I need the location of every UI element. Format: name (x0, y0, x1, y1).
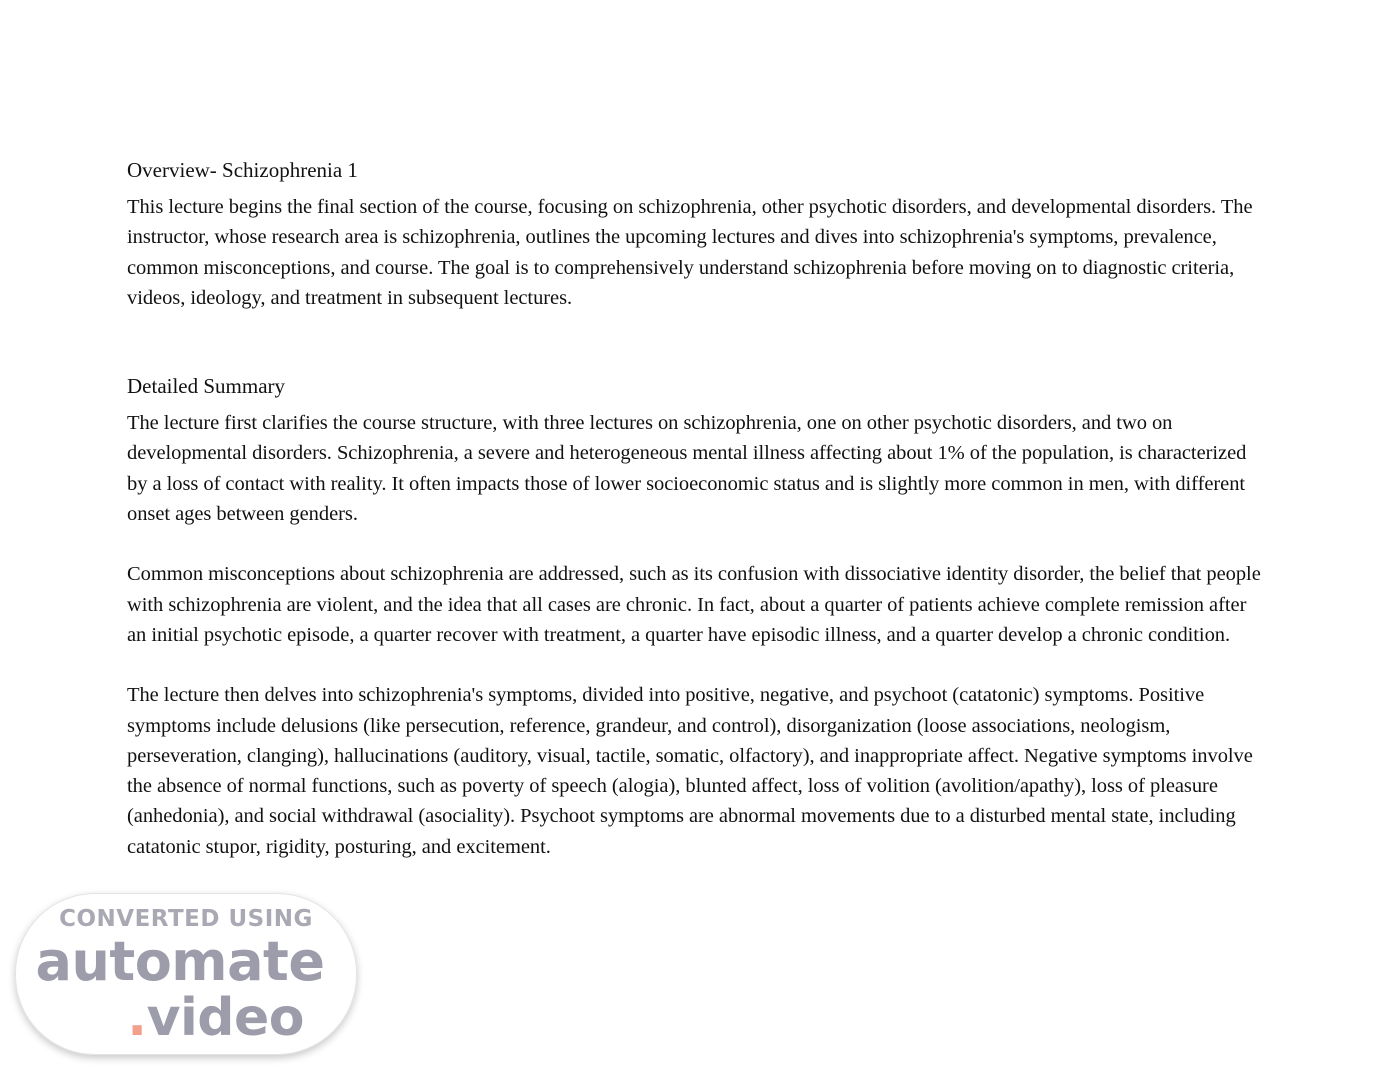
detailed-summary-heading: Detailed Summary (127, 374, 286, 399)
summary-paragraph-1: The lecture first clarifies the course structure, with three lectures on schizophrenia, one on other psychotic disorders, and two on developmental disorders. Schizophrenia, a severe and heterogeneous mental illness affecting about 1% of the population, is characterized by a loss of contact with reality. It often impacts those of lower socioeconomic status and is slightly more common in men, with different onset ages between genders. (127, 412, 1247, 526)
document-body (127, 156, 1267, 862)
overview-heading: Overview- Schizophrenia 1 (127, 158, 358, 182)
watermark-video-text: video (146, 988, 304, 1048)
summary-paragraph-3: The lecture then delves into schizophrenia's symptoms, divided into positive, negative, and psychoot (catatonic) symptoms. Positive symptoms include delusions (like persecution, reference, grandeur, and control), disorganization (loose associations, neologism, perseveration, clanging), hallucinations (auditory, visual, tactile, somatic, olfactory), and inappropriate affect. Negative symptoms involve the absence of normal functions, such as poverty of speech (alogia), blunted affect, loss of volition (avolition/apathy), loss of pleasure (anhedonia), and social withdrawal (asociality). Psychoot symptoms are abnormal movements due to a disturbed mental state, including catatonic stupor, rigidity, posturing, and excitement. (127, 684, 1253, 858)
watermark-automate-text: automate (35, 930, 325, 993)
watermark-dot: . (127, 988, 147, 1048)
summary-paragraph-2: Common misconceptions about schizophrenia are addressed, such as its confusion with dissociative identity disorder, the belief that people with schizophrenia are violent, and the idea that all cases are chronic. In fact, about a quarter of patients achieve complete remission after an initial psychotic episode, a quarter recover with treatment, a quarter have episodic illness, and a quarter develop a chronic condition. (127, 563, 1261, 646)
watermark-converted-text: CONVERTED USING (59, 906, 313, 932)
paragraph-spacer (127, 529, 1267, 559)
watermark-video-line (16, 988, 304, 1048)
automate-video-watermark (15, 893, 357, 1055)
paragraph-spacer (127, 650, 1267, 680)
overview-paragraph: This lecture begins the final section of the course, focusing on schizophrenia, other psychotic disorders, and developmental disorders. The instructor, whose research area is schizophrenia, outlines the upcoming lectures and dives into schizophrenia's symptoms, prevalence, common misconceptions, and course. The goal is to comprehensively understand schizophrenia before moving on to diagnostic criteria, videos, ideology, and treatment in subsequent lectures. (127, 196, 1253, 309)
section-spacer (127, 313, 1267, 372)
